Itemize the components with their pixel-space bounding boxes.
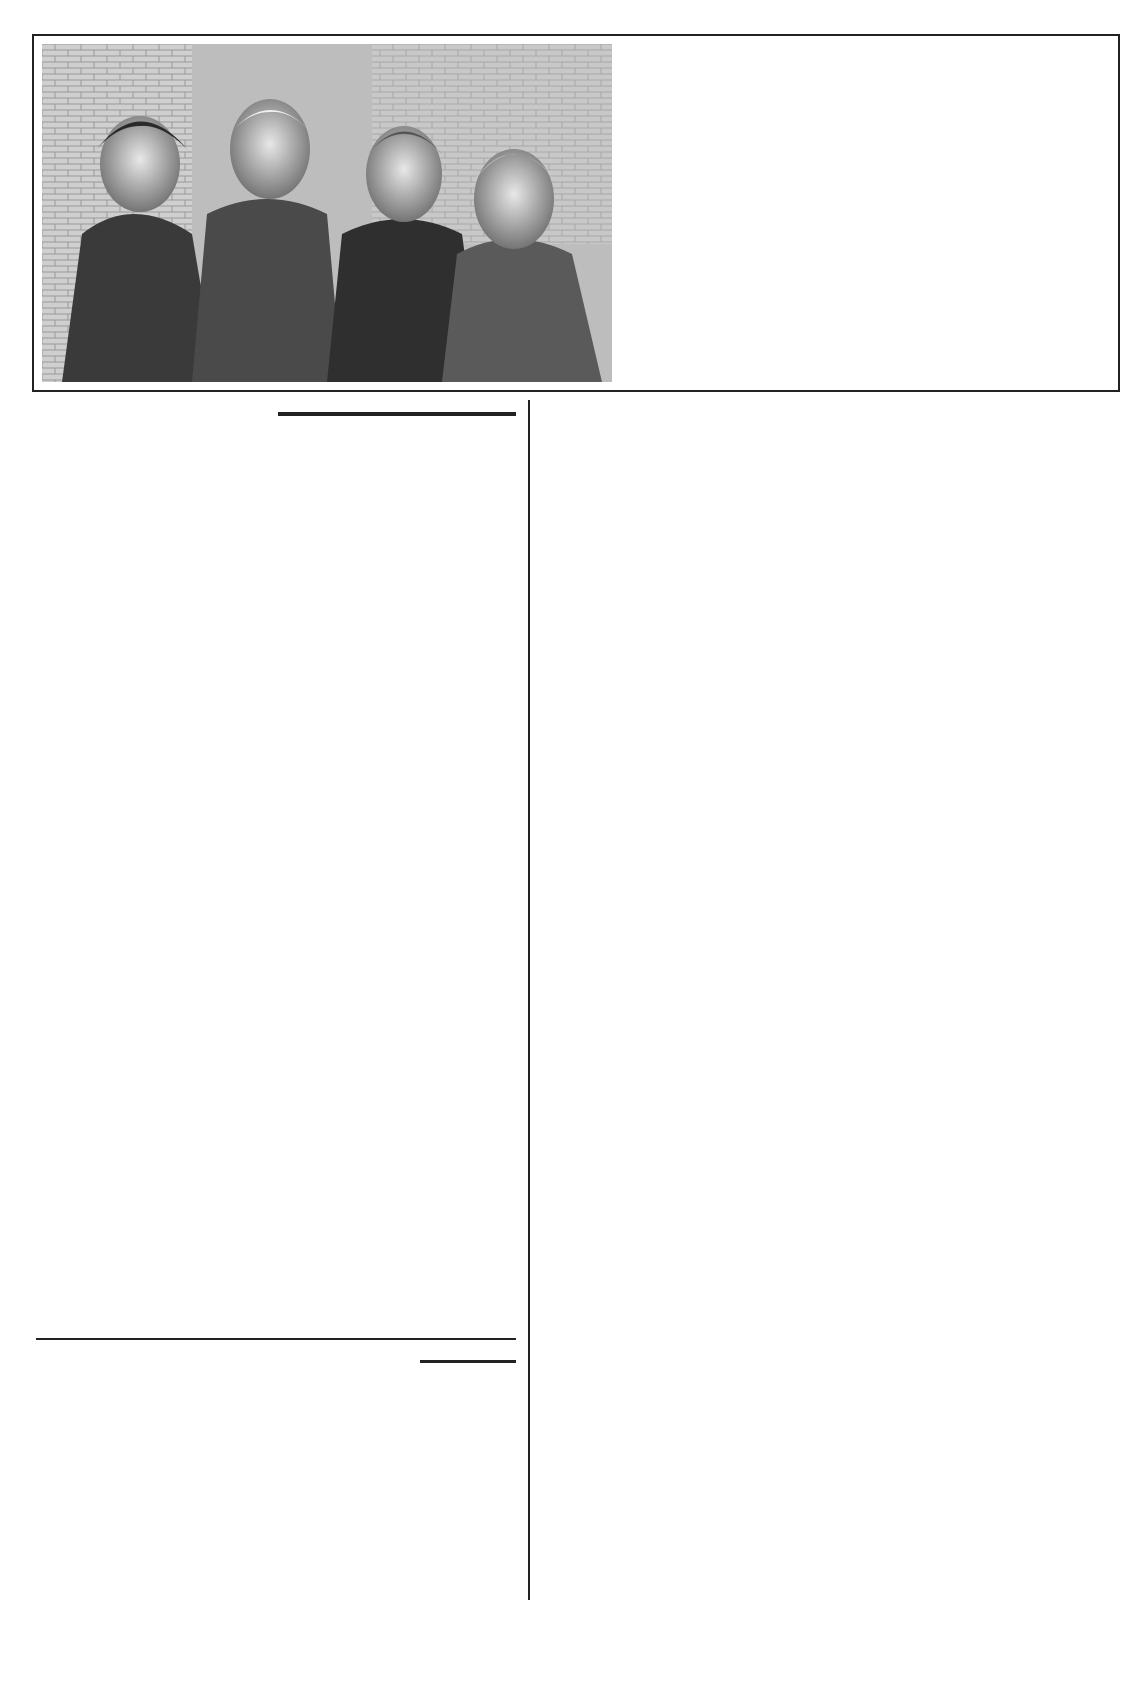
article2-top-rule bbox=[36, 1338, 516, 1340]
article2-col1 bbox=[36, 1420, 264, 1630]
photo-feature-box bbox=[32, 34, 1120, 392]
article1-col1 bbox=[36, 496, 264, 1322]
brigade-photo bbox=[42, 44, 612, 382]
photo-caption-col3 bbox=[936, 46, 1112, 188]
column-divider bbox=[528, 400, 530, 1600]
brigade-photo-image bbox=[42, 44, 612, 382]
photo-caption-col1 bbox=[620, 46, 770, 386]
article1-kicker-rule bbox=[278, 412, 516, 416]
article3-col1 bbox=[544, 520, 744, 854]
article2-kicker-rule bbox=[420, 1360, 516, 1363]
photo-caption-col2 bbox=[778, 46, 928, 386]
article3-lead bbox=[544, 402, 744, 492]
photo-caption-na-snimke bbox=[936, 192, 1112, 358]
article2-col2 bbox=[276, 1420, 516, 1630]
article1-col2 bbox=[280, 496, 512, 1248]
